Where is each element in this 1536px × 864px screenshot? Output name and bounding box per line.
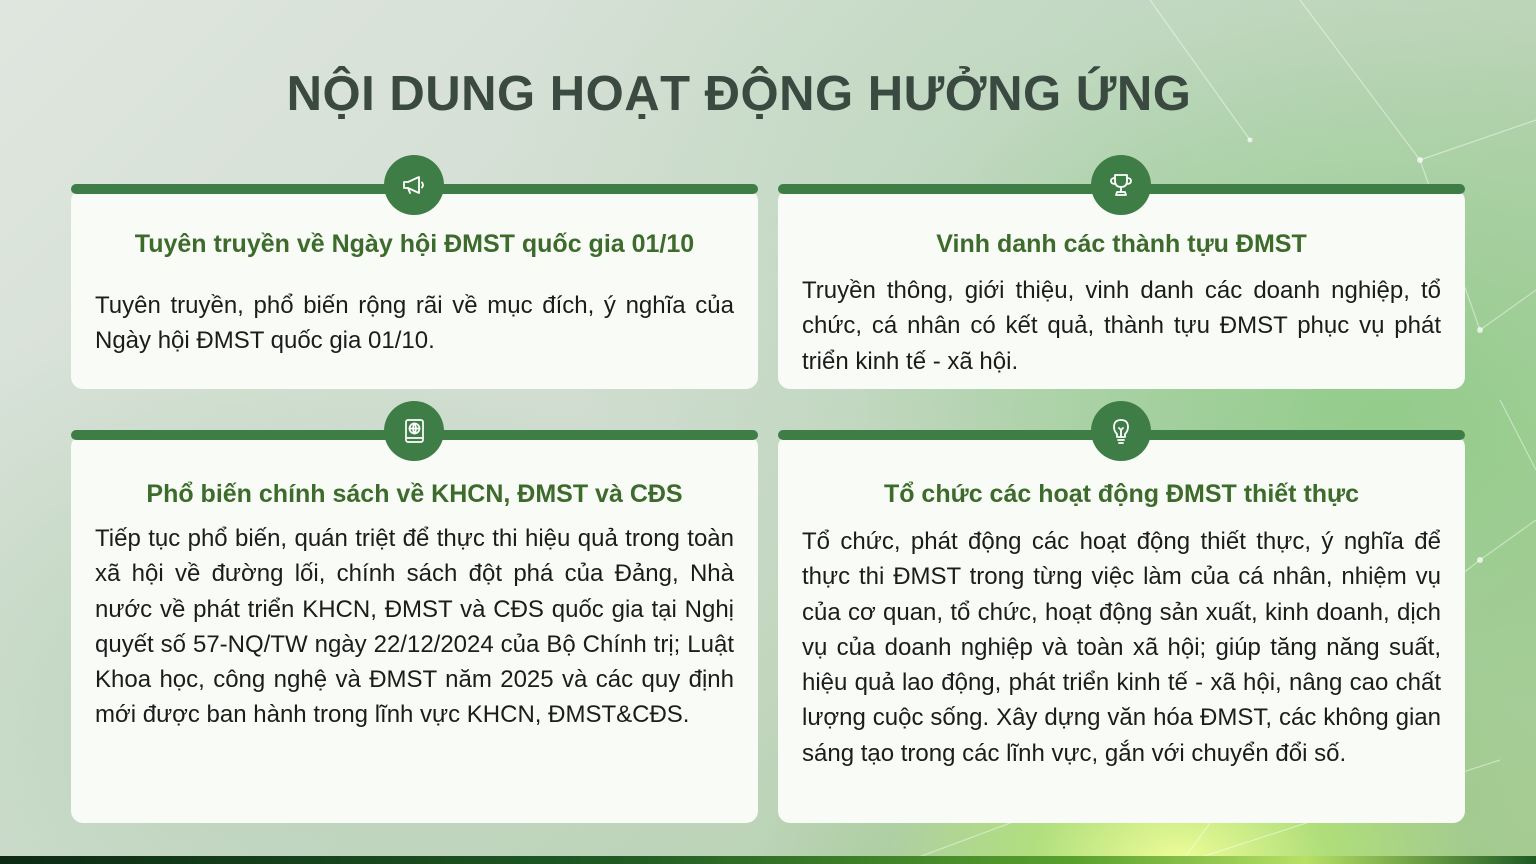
lightbulb-icon	[1091, 401, 1151, 461]
card-text: Tổ chức, phát động các hoạt động thiết thực, ý nghĩa để thực thi ĐMST trong từng việc làm của cá nhân, nhiệm vụ của cơ quan, tổ chức, hoạt động sản xuất, kinh doanh, dịch vụ của doanh nghiệp và toàn xã hội; giúp tăng năng suất, hiệu quả lao động, phát triển kinh tế - xã hội, nâng cao chất lượng cuộc sống. Xây dựng văn hóa ĐMST, các không gian sáng tạo trong các lĩnh vực, gắn với chuyển đổi số.	[802, 528, 1441, 767]
card-propaganda	[71, 189, 758, 389]
globe-book-icon	[384, 401, 444, 461]
trophy-icon	[1091, 155, 1151, 215]
card-title: Tổ chức các hoạt động ĐMST thiết thực	[883, 480, 1360, 508]
card-innovation-activities	[778, 435, 1465, 823]
megaphone-icon	[384, 155, 444, 215]
card-honor-achievements	[778, 189, 1465, 389]
page-title: NỘI DUNG HOẠT ĐỘNG HƯỞNG ỨNG	[286, 67, 1192, 121]
bottom-strip	[0, 856, 1536, 864]
card-text: Tiếp tục phổ biến, quán triệt để thực thi hiệu quả trong toàn xã hội về đường lối, chính sách đột phá của Đảng, Nhà nước về phát triển KHCN, ĐMST và CĐS quốc gia tại Nghị quyết số 57-NQ/TW ngày 22/12/2024 của Bộ Chính trị; Luật Khoa học, công nghệ và ĐMST năm 2025 và các quy định mới được ban hành trong lĩnh vực KHCN, ĐMST&CĐS.	[95, 525, 734, 729]
card-title: Tuyên truyền về Ngày hội ĐMST quốc gia 01/10	[134, 230, 695, 258]
card-policy-dissemination	[71, 435, 758, 823]
card-title: Phổ biến chính sách về KHCN, ĐMST và CĐS	[146, 480, 683, 508]
card-text: Tuyên truyền, phổ biến rộng rãi về mục đích, ý nghĩa của Ngày hội ĐMST quốc gia 01/10.	[95, 292, 734, 355]
card-title: Vinh danh các thành tựu ĐMST	[936, 230, 1307, 258]
card-text: Truyền thông, giới thiệu, vinh danh các doanh nghiệp, tổ chức, cá nhân có kết quả, thành tựu ĐMST phục vụ phát triển kinh tế - xã hội.	[802, 277, 1441, 375]
